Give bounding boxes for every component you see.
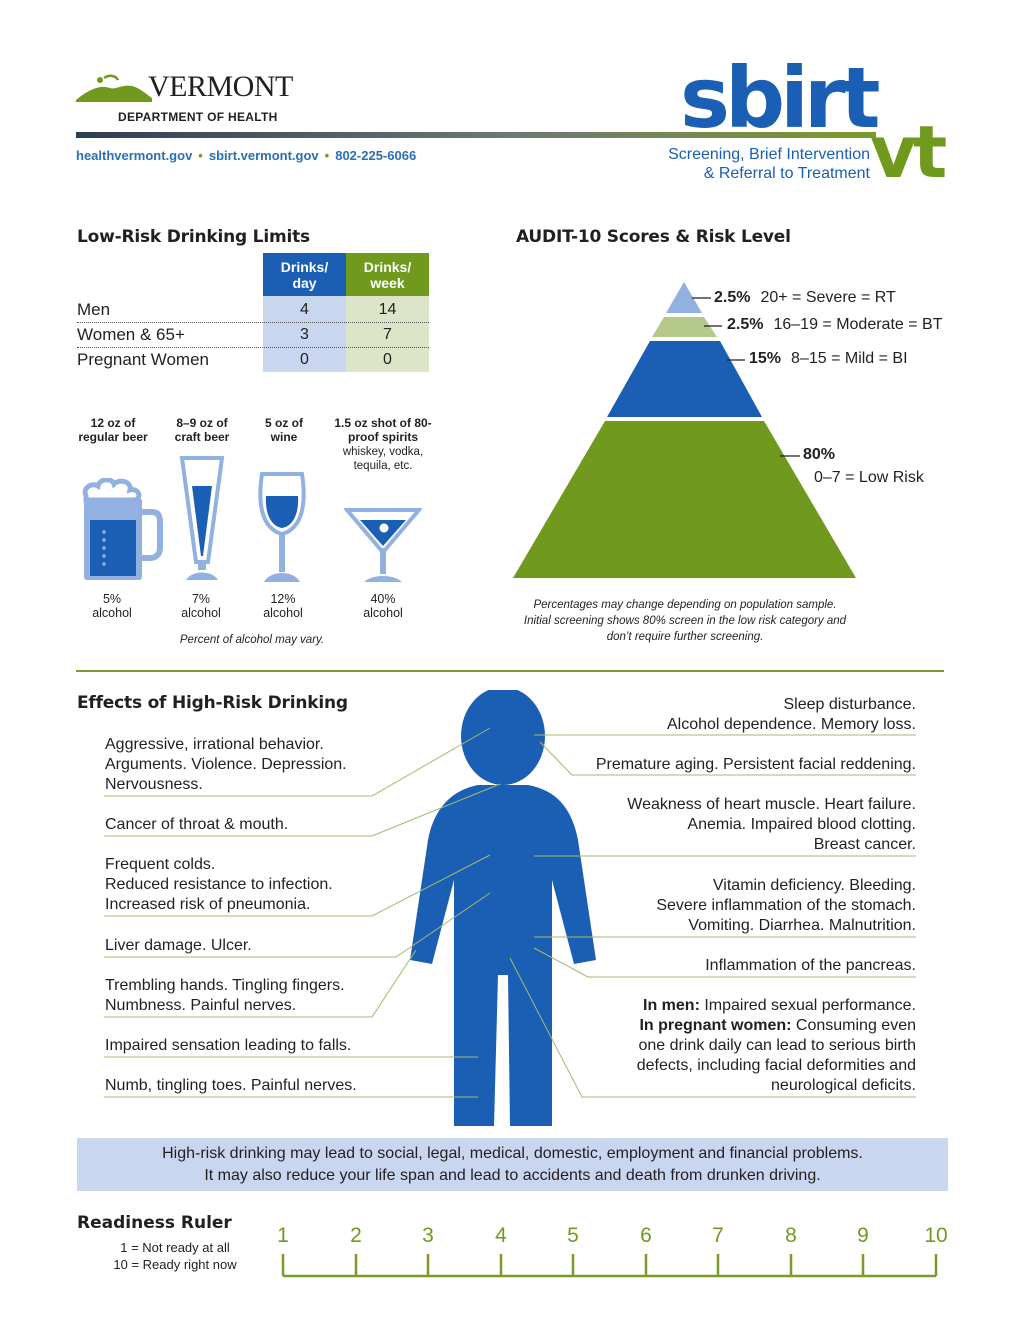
row-label: Women & 65+ — [77, 325, 185, 344]
craft-beer-alcohol-percent: 7% alcohol — [181, 592, 221, 620]
scale-number-7[interactable]: 7 — [712, 1224, 724, 1247]
wine-alcohol-percent: 12% alcohol — [263, 592, 303, 620]
row-divider — [77, 347, 429, 348]
effect-sleep: Sleep disturbance. Alcohol dependence. Memory loss. — [666, 696, 916, 733]
department-name: DEPARTMENT OF HEALTH — [118, 110, 278, 124]
risk-banner: High-risk drinking may lead to social, legal, medical, domestic, employment and financial problems. It may also reduce your life span and lead to accidents and death from drunken driving. — [77, 1138, 948, 1191]
row-day-value: 3 — [300, 326, 309, 343]
effect-heart: Weakness of heart muscle. Heart failure. Anemia. Impaired blood clotting. Breast cancer. — [627, 796, 916, 853]
scale-number-9[interactable]: 9 — [857, 1224, 869, 1247]
website-link-sbirt[interactable]: sbirt.vermont.gov — [208, 148, 319, 163]
audit-level-low-label: 0–7 = Low Risk — [814, 469, 924, 486]
beer-alcohol-percent: 5% alcohol — [92, 592, 132, 620]
drink-caption-wine: 5 oz of wine — [265, 416, 303, 444]
effect-skin: Premature aging. Persistent facial reddening. — [595, 756, 916, 773]
effect-immune: Frequent colds. Reduced resistance to infection. Increased risk of pneumonia. — [105, 856, 333, 913]
scale-number-4[interactable]: 4 — [495, 1224, 507, 1247]
vt-logo-text: vt — [870, 110, 944, 194]
audit-note: Percentages may change depending on population sample. Initial screening shows 80% screen in the low risk category and don’t require further screening. — [523, 599, 847, 643]
pyramid-tier-mild — [607, 341, 762, 417]
audit-level-severe: 2.5% 20+ = Severe = RT — [714, 289, 896, 306]
contact-line: healthvermont.gov • sbirt.vermont.gov • 802-225-6066 — [76, 148, 417, 163]
website-link-health[interactable]: healthvermont.gov — [76, 148, 193, 163]
effect-brain: Aggressive, irrational behavior. Arguments. Violence. Depression. Nervousness. — [105, 736, 347, 793]
drink-subcaption-spirits: whiskey, vodka, tequila, etc. — [342, 446, 424, 472]
effect-stomach: Vitamin deficiency. Bleeding. Severe inflammation of the stomach. Vomiting. Diarrhea. Malnutrition. — [656, 877, 916, 934]
scale-number-1[interactable]: 1 — [277, 1224, 289, 1247]
drink-caption-craft-beer: 8–9 oz of craft beer — [174, 416, 230, 444]
effect-falls: Impaired sensation leading to falls. — [105, 1037, 352, 1054]
scale-number-10[interactable]: 10 — [924, 1224, 948, 1247]
audit-level-moderate: 2.5% 16–19 = Moderate = BT — [727, 316, 943, 333]
effects-title: Effects of High-Risk Drinking — [77, 693, 348, 713]
limits-title: Low-Risk Drinking Limits — [77, 227, 310, 247]
scale-number-2[interactable]: 2 — [350, 1224, 362, 1247]
row-week-value: 7 — [383, 326, 392, 343]
day-column-header: Drinks/ day — [263, 253, 346, 296]
row-week-value: 14 — [378, 301, 397, 318]
sbirt-tagline — [640, 145, 870, 183]
row-label: Pregnant Women — [77, 350, 209, 369]
row-day-value: 4 — [300, 301, 309, 318]
row-week-value: 0 — [383, 351, 392, 368]
drink-caption-spirits: 1.5 oz shot of 80-proof spirits — [334, 416, 432, 444]
vermont-wordmark: VERMONT — [148, 70, 293, 103]
effect-pancreas: Inflammation of the pancreas. — [705, 957, 916, 974]
drink-caption-beer: 12 oz of regular beer — [78, 416, 148, 444]
audit-level-mild: 15% 8–15 = Mild = BI — [749, 350, 908, 367]
effect-toes: Numb, tingling toes. Painful nerves. — [105, 1077, 357, 1094]
readiness-legend: 1 = Not ready at all 10 = Ready right now — [113, 1240, 237, 1272]
spirits-alcohol-percent: 40% alcohol — [363, 592, 403, 620]
section-divider — [76, 670, 944, 672]
alcohol-variance-note: Percent of alcohol may vary. — [179, 634, 325, 646]
phone-number[interactable]: 802-225-6066 — [335, 148, 417, 163]
pyramid-tier-moderate — [652, 317, 717, 337]
row-label: Men — [77, 300, 111, 319]
row-divider — [77, 322, 429, 323]
readiness-ruler-line — [268, 1250, 958, 1278]
pyramid-tier-low-risk — [513, 421, 856, 578]
martini-glass-icon — [344, 506, 422, 584]
tagline-line-2: & Referral to Treatment — [703, 165, 870, 182]
scale-number-8[interactable]: 8 — [785, 1224, 797, 1247]
audit-level-low-pct: 80% — [803, 446, 836, 463]
effect-throat: Cancer of throat & mouth. — [105, 816, 289, 833]
scale-number-6[interactable]: 6 — [640, 1224, 652, 1247]
effect-reproductive: In men: Impaired sexual performance. In pregnant women: Consuming even one drink daily can lead to serious birth defects, including facial deformities and neurological deficits. — [636, 997, 916, 1094]
wine-glass-icon — [256, 470, 308, 584]
week-column-header: Drinks/ week — [346, 253, 429, 296]
scale-number-5[interactable]: 5 — [567, 1224, 579, 1247]
effect-hands: Trembling hands. Tingling fingers. Numbness. Painful nerves. — [105, 977, 345, 1014]
beer-mug-icon — [80, 478, 164, 584]
vermont-mountain-logo-icon — [76, 72, 152, 102]
effect-liver: Liver damage. Ulcer. — [105, 937, 252, 954]
scale-number-3[interactable]: 3 — [422, 1224, 434, 1247]
sbirt-logo-text: sbirt — [680, 49, 876, 147]
tagline-line-1: Screening, Brief Intervention — [668, 146, 870, 163]
row-day-value: 0 — [300, 351, 309, 368]
audit-title: AUDIT-10 Scores & Risk Level — [516, 227, 791, 247]
pilsner-glass-icon — [178, 456, 226, 584]
readiness-title: Readiness Ruler — [77, 1213, 232, 1233]
